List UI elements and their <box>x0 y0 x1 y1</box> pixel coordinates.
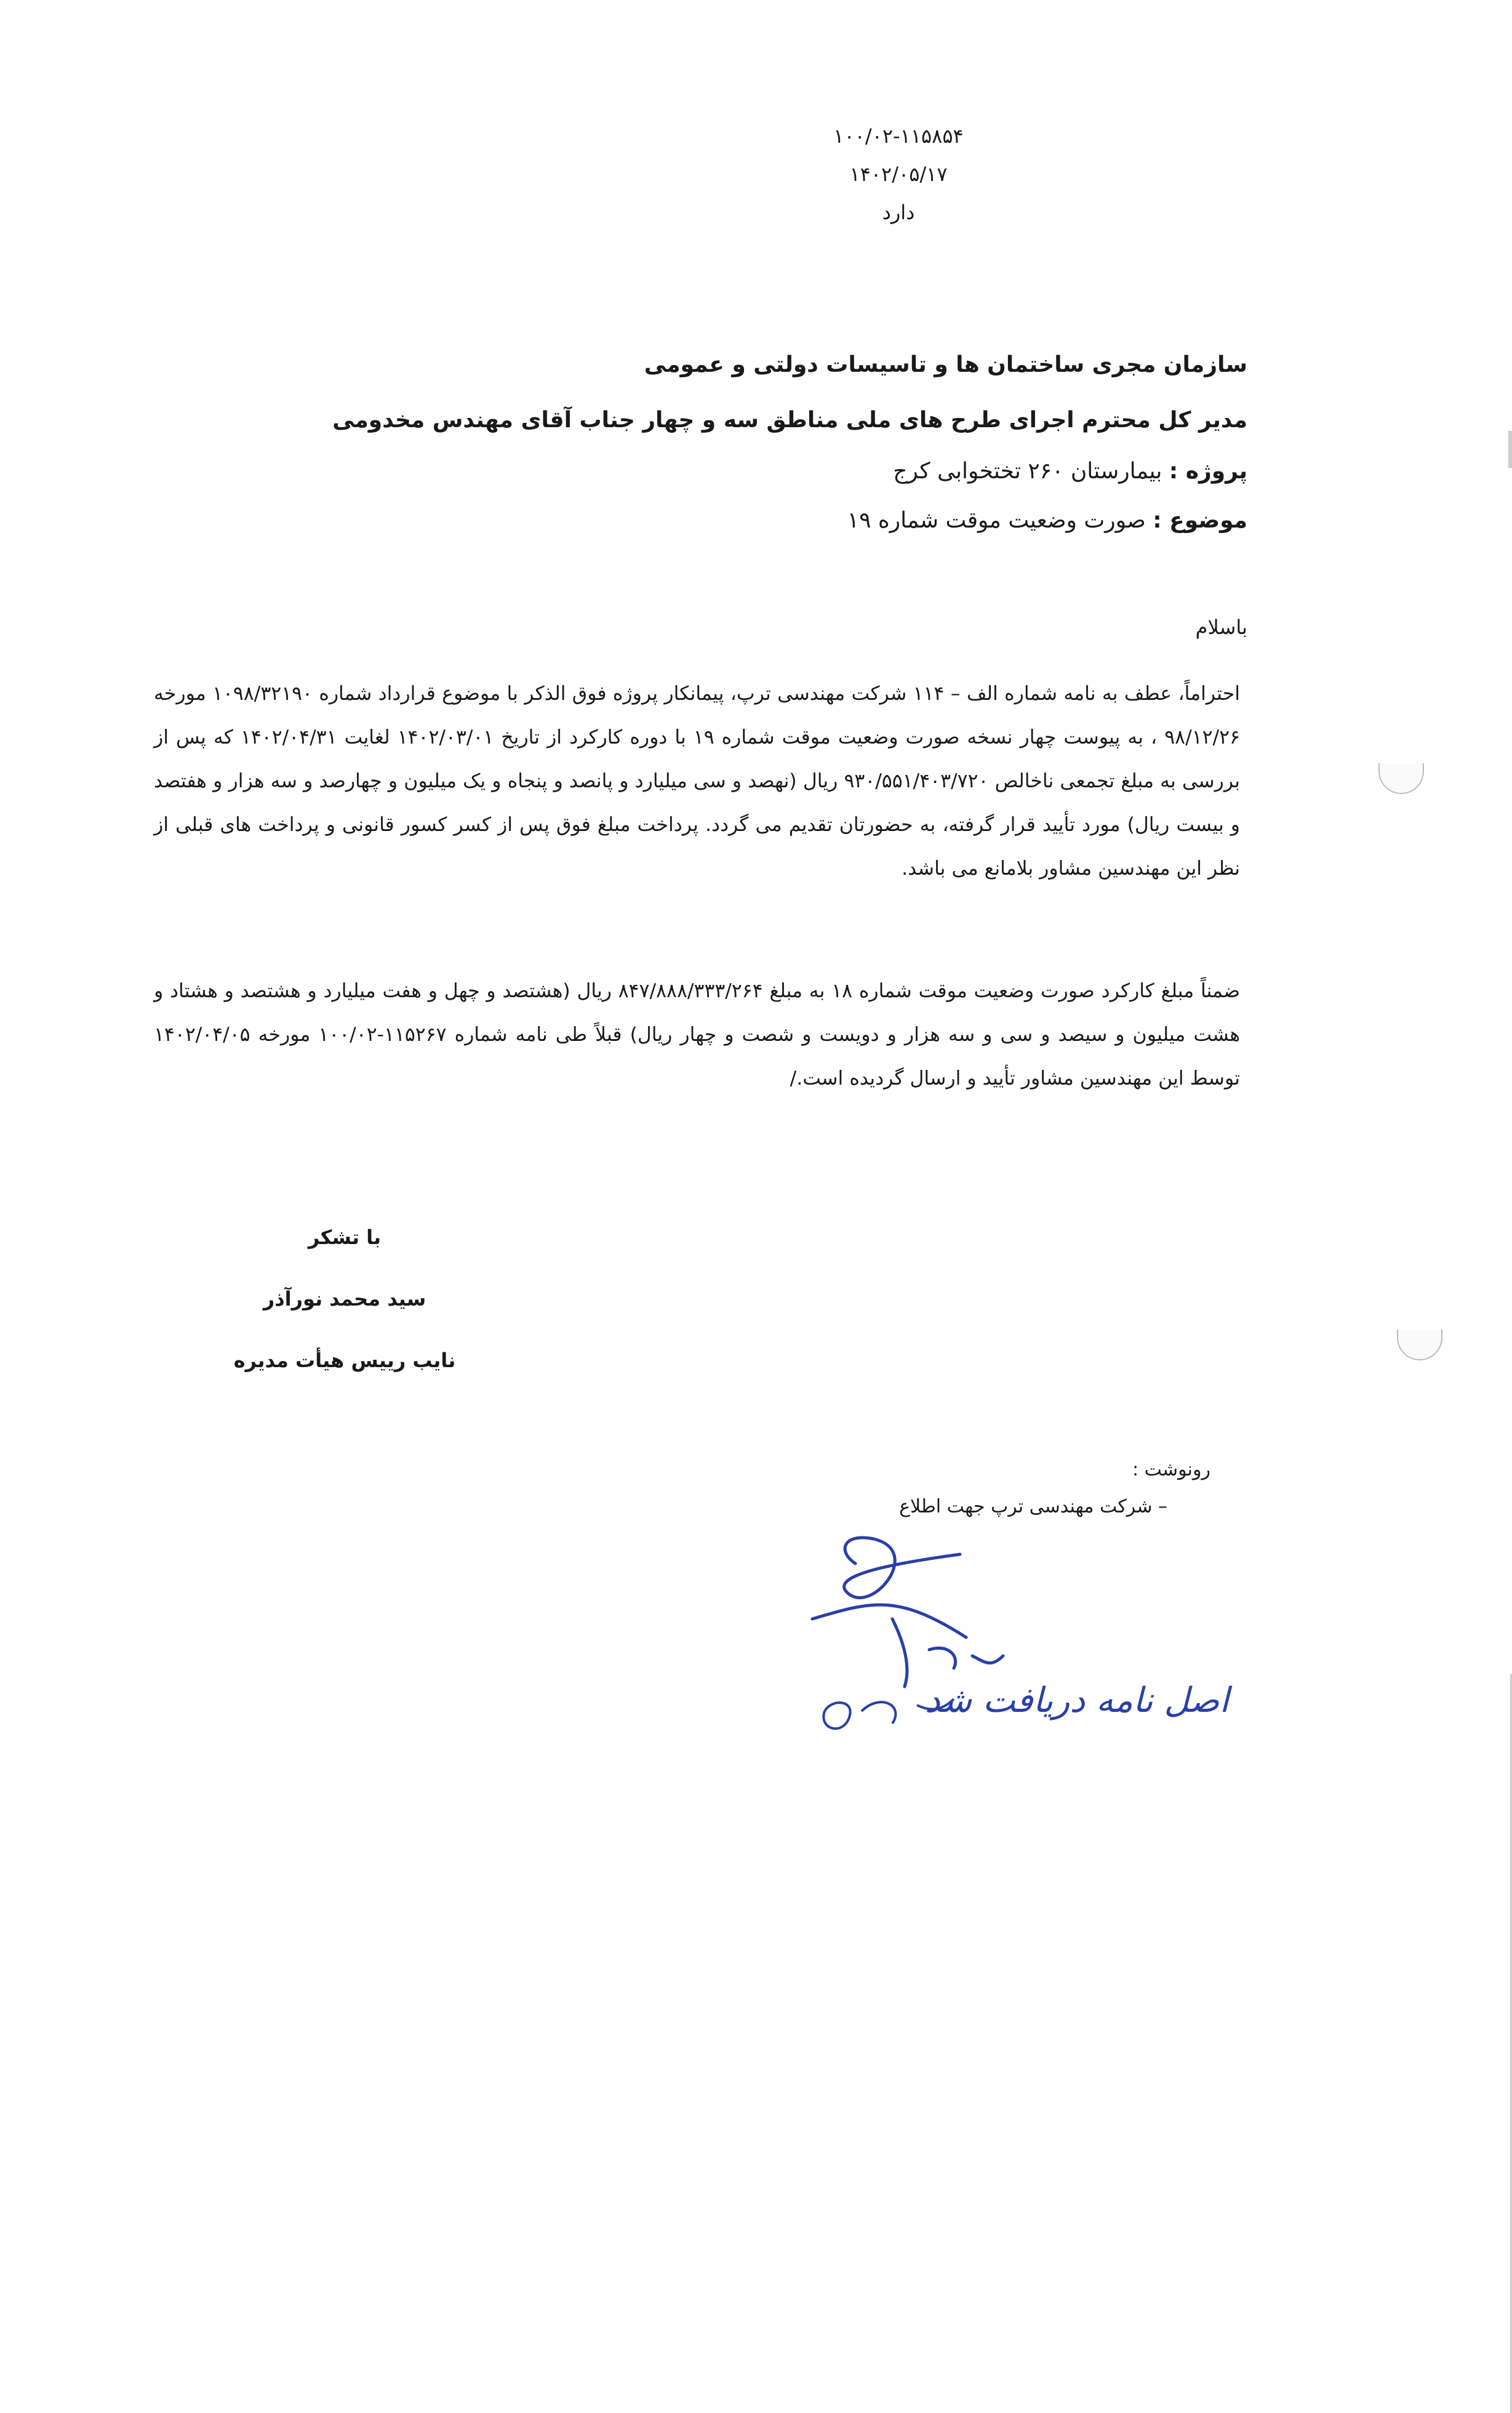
project-value: بیمارستان ۲۶۰ تختخوابی کرج <box>893 459 1162 484</box>
letter-reference-block <box>769 117 1028 231</box>
organization-line: سازمان مجری ساختمان ها و تاسیسات دولتی و عمومی <box>644 352 1247 377</box>
subject-line <box>140 508 1247 533</box>
subject-label: موضوع : <box>1153 508 1247 533</box>
greeting: باسلام <box>1195 616 1247 639</box>
project-line <box>140 459 1247 484</box>
closing-text: با تشکر <box>308 1226 382 1249</box>
handwritten-signature-icon <box>800 1527 1280 1761</box>
letter-date: ۱۴۰۲/۰۵/۱۷ <box>849 163 948 186</box>
cc-label: رونوشت : <box>1132 1459 1210 1480</box>
handwritten-note: اصل نامه دریافت شد <box>924 1680 1229 1720</box>
reference-number: ۱۰۰/۰۲-۱۱۵۸۵۴ <box>833 124 964 148</box>
scan-edge-mark-1 <box>1508 431 1512 468</box>
attachment-status: دارد <box>882 201 915 224</box>
project-label: پروژه : <box>1169 459 1247 484</box>
signatory-title: نایب رییس هیأت مدیره <box>233 1349 456 1372</box>
body-paragraph-1: احتراماً، عطف به نامه شماره الف – ۱۱۴ شرکت مهندسی ترپ، پیمانکار پروژه فوق الذکر با موضوع قرارداد شماره ۱۰۹۸/۳۲۱۹۰ مورخه ۹۸/۱۲/۲۶ ، به پیوست چهار نسخه صورت وضعیت موقت شماره ۱۹ با دوره کارکرد از تاریخ ۱۴۰۲/۰۳/۰۱ لغایت ۱۴۰۲/۰۴/۳۱ که پس از بررسی به مبلغ تجمعی ناخالص ۹۳۰/۵۵۱/۴۰۳/۷۲۰ ریال (نهصد و سی میلیارد و پانصد و پنجاه و یک میلیون و چهارصد و سه هزار و هفتصد و بیست ریال) مورد تأیید قرار گرفته، به حضورتان تقدیم می گردد. پرداخت مبلغ فوق پس از کسر کسور قانونی و پرداخت های قبلی از نظر این مهندسین مشاور بلامانع می باشد. <box>154 683 1240 880</box>
signature-block <box>215 1206 474 1391</box>
signatory-name: سید محمد نورآذر <box>263 1287 426 1311</box>
recipient-line: مدیر کل محترم اجرای طرح های ملی مناطق سه و چهار جناب آقای مهندس مخدومی <box>332 408 1247 433</box>
subject-value: صورت وضعیت موقت شماره ۱۹ <box>847 508 1146 533</box>
punch-hole-lower <box>1397 1330 1442 1360</box>
punch-hole-upper <box>1378 763 1424 794</box>
body-paragraph-2: ضمناً مبلغ کارکرد صورت وضعیت موقت شماره ۱۸ به مبلغ ۸۴۷/۸۸۸/۳۳۳/۲۶۴ ریال (هشتصد و چهل و هفت میلیارد و هشتصد و هشتاد و هشت میلیون و سیصد و سی و سه هزار و دویست و شصت و چهار ریال) قبلاً طی نامه شماره ۱۱۵۲۶۷-۱۰۰/۰۲ مورخه ۱۴۰۲/۰۴/۰۵ توسط این مهندسین مشاور تأیید و ارسال گردیده است./ <box>154 980 1241 1090</box>
cc-item: – شرکت مهندسی ترپ جهت اطلاع <box>899 1496 1167 1517</box>
